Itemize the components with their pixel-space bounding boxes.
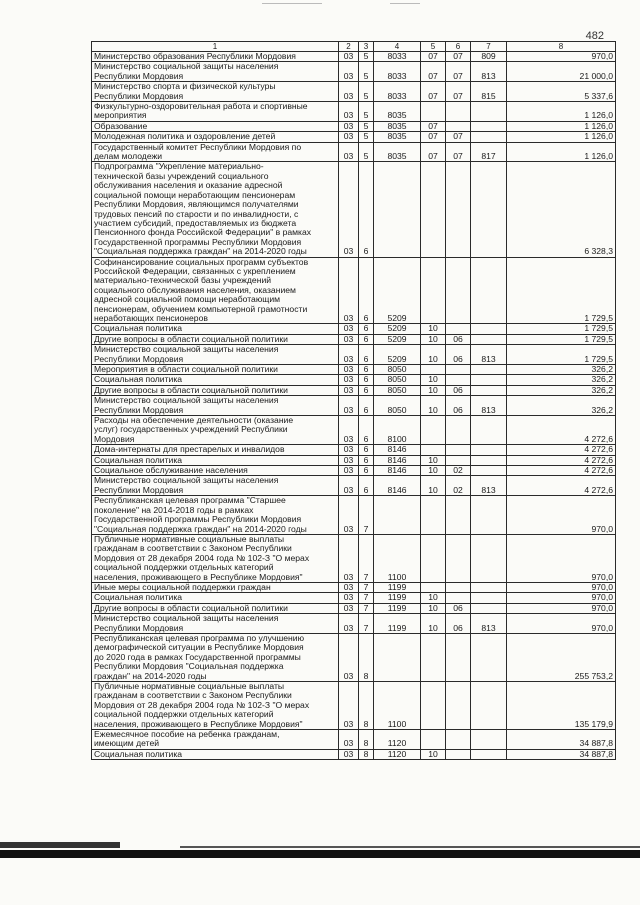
budget-code-5: 07 (421, 62, 446, 82)
amount: 970,0 (507, 593, 616, 603)
row-name: Мероприятия в области социальной политики (92, 365, 339, 375)
budget-code-4: 8050 (374, 396, 421, 416)
budget-code-6: 06 (446, 614, 471, 634)
budget-code-5: 07 (421, 52, 446, 62)
budget-code-4: 8050 (374, 385, 421, 395)
budget-code-3: 6 (359, 396, 374, 416)
table-row (92, 82, 616, 102)
row-name: Дома-интернаты для престарелых и инвалидов (92, 445, 339, 455)
budget-code-7 (471, 102, 507, 122)
table-row (92, 375, 616, 385)
budget-code-4 (374, 496, 421, 535)
budget-code-2: 03 (339, 730, 359, 750)
budget-code-5 (421, 496, 446, 535)
budget-code-7 (471, 582, 507, 592)
amount: 34 887,8 (507, 730, 616, 750)
budget-code-2: 03 (339, 614, 359, 634)
budget-code-5 (421, 534, 446, 582)
budget-code-2: 03 (339, 132, 359, 142)
budget-code-6 (446, 375, 471, 385)
budget-code-5: 10 (421, 603, 446, 613)
budget-code-2: 03 (339, 534, 359, 582)
budget-code-3: 6 (359, 375, 374, 385)
budget-code-2: 03 (339, 633, 359, 681)
budget-code-2: 03 (339, 142, 359, 162)
row-name: Министерство социальной защиты населения Республики Мордовия (92, 345, 339, 365)
amount: 970,0 (507, 534, 616, 582)
amount: 970,0 (507, 603, 616, 613)
budget-code-6: 06 (446, 385, 471, 395)
budget-code-7: 817 (471, 142, 507, 162)
row-name: Другие вопросы в области социальной политики (92, 334, 339, 344)
row-name: Министерство социальной защиты населения Республики Мордовия (92, 62, 339, 82)
header-cell: 6 (446, 42, 471, 52)
budget-code-4: 1199 (374, 593, 421, 603)
budget-code-3: 5 (359, 132, 374, 142)
budget-code-7 (471, 455, 507, 465)
budget-code-4: 1199 (374, 582, 421, 592)
header-cell: 3 (359, 42, 374, 52)
row-name: Иные меры социальной поддержки граждан (92, 582, 339, 592)
budget-code-4: 1120 (374, 749, 421, 759)
budget-code-5: 07 (421, 132, 446, 142)
table-row (92, 603, 616, 613)
scan-bottom-bar (0, 850, 640, 858)
budget-code-5 (421, 416, 446, 445)
table-row (92, 396, 616, 416)
budget-code-4: 8050 (374, 375, 421, 385)
budget-code-3: 6 (359, 466, 374, 476)
budget-code-5 (421, 257, 446, 324)
budget-code-6: 06 (446, 603, 471, 613)
budget-code-2: 03 (339, 396, 359, 416)
budget-code-2: 03 (339, 416, 359, 445)
budget-code-3: 7 (359, 593, 374, 603)
budget-code-3: 6 (359, 385, 374, 395)
budget-code-2: 03 (339, 445, 359, 455)
budget-code-6 (446, 257, 471, 324)
budget-code-6: 06 (446, 396, 471, 416)
row-name: Образование (92, 121, 339, 131)
table-row (92, 633, 616, 681)
budget-code-2: 03 (339, 466, 359, 476)
amount: 4 272,6 (507, 416, 616, 445)
budget-code-7 (471, 416, 507, 445)
budget-code-7 (471, 375, 507, 385)
amount: 970,0 (507, 614, 616, 634)
budget-code-5: 10 (421, 385, 446, 395)
budget-code-7 (471, 365, 507, 375)
budget-code-4: 8035 (374, 132, 421, 142)
budget-code-4: 1120 (374, 730, 421, 750)
budget-code-4: 8035 (374, 102, 421, 122)
amount: 1 729,5 (507, 334, 616, 344)
budget-code-2: 03 (339, 582, 359, 592)
budget-code-6 (446, 593, 471, 603)
table-row (92, 593, 616, 603)
table-row (92, 132, 616, 142)
row-name: Социальное обслуживание населения (92, 466, 339, 476)
table-row (92, 749, 616, 759)
row-name: Социальная политика (92, 375, 339, 385)
budget-code-4: 1100 (374, 682, 421, 730)
budget-code-3: 7 (359, 496, 374, 535)
budget-code-6 (446, 365, 471, 375)
budget-code-2: 03 (339, 455, 359, 465)
budget-table (91, 41, 616, 760)
row-name: Публичные нормативные социальные выплаты гражданам в соответствии с Законом Республики Мордовия от 28 декабря 2004 года № 102-З "О мерах социальной поддержки отдельных категорий населения, проживающего в Республике Мордовия" (92, 534, 339, 582)
budget-code-4 (374, 162, 421, 257)
budget-code-2: 03 (339, 82, 359, 102)
table-row (92, 162, 616, 257)
budget-code-2: 03 (339, 682, 359, 730)
budget-code-7: 809 (471, 52, 507, 62)
budget-code-7 (471, 334, 507, 344)
table-row (92, 334, 616, 344)
budget-code-5: 10 (421, 466, 446, 476)
budget-code-5 (421, 365, 446, 375)
budget-code-4: 8050 (374, 365, 421, 375)
budget-code-4: 8035 (374, 142, 421, 162)
budget-code-5: 07 (421, 142, 446, 162)
amount: 970,0 (507, 496, 616, 535)
row-name: Министерство социальной защиты населения Республики Мордовия (92, 614, 339, 634)
budget-code-5 (421, 582, 446, 592)
budget-code-2: 03 (339, 162, 359, 257)
budget-code-3: 7 (359, 614, 374, 634)
amount: 4 272,6 (507, 476, 616, 496)
budget-code-3: 8 (359, 682, 374, 730)
table-row (92, 365, 616, 375)
budget-code-3: 5 (359, 121, 374, 131)
budget-code-5 (421, 102, 446, 122)
amount: 1 729,5 (507, 345, 616, 365)
budget-code-2: 03 (339, 365, 359, 375)
budget-code-7 (471, 496, 507, 535)
row-name: Министерство образования Республики Мордовия (92, 52, 339, 62)
table-header-row (92, 42, 616, 52)
scan-edge-line (180, 846, 640, 848)
budget-code-3: 6 (359, 257, 374, 324)
budget-code-6: 07 (446, 82, 471, 102)
budget-code-7 (471, 132, 507, 142)
budget-code-6: 07 (446, 52, 471, 62)
budget-code-6 (446, 445, 471, 455)
scan-artifact (262, 3, 322, 4)
amount: 4 272,6 (507, 455, 616, 465)
budget-code-6 (446, 534, 471, 582)
budget-code-3: 8 (359, 730, 374, 750)
budget-code-7: 813 (471, 396, 507, 416)
budget-code-4: 1199 (374, 614, 421, 634)
header-cell: 2 (339, 42, 359, 52)
budget-code-3: 7 (359, 603, 374, 613)
budget-code-6 (446, 633, 471, 681)
budget-code-6 (446, 416, 471, 445)
budget-code-7 (471, 121, 507, 131)
budget-code-2: 03 (339, 324, 359, 334)
budget-code-3: 8 (359, 633, 374, 681)
budget-code-7 (471, 324, 507, 334)
budget-code-2: 03 (339, 52, 359, 62)
table-row (92, 324, 616, 334)
budget-code-6: 06 (446, 334, 471, 344)
budget-code-5: 10 (421, 334, 446, 344)
budget-code-7: 813 (471, 345, 507, 365)
amount: 326,2 (507, 375, 616, 385)
budget-code-6: 06 (446, 345, 471, 365)
table-row (92, 385, 616, 395)
budget-code-3: 6 (359, 455, 374, 465)
amount: 6 328,3 (507, 162, 616, 257)
budget-code-3: 6 (359, 476, 374, 496)
amount: 1 126,0 (507, 121, 616, 131)
header-cell: 5 (421, 42, 446, 52)
row-name: Расходы на обеспечение деятельности (оказание услуг) государственных учреждений Республики Мордовия (92, 416, 339, 445)
table-row (92, 682, 616, 730)
row-name: Публичные нормативные социальные выплаты гражданам в соответствии с Законом Республики Мордовия от 28 декабря 2004 года № 102-З "О мерах социальной поддержки отдельных категорий населения, проживающего в Республике Мордовия" (92, 682, 339, 730)
table-row (92, 52, 616, 62)
table-row (92, 455, 616, 465)
budget-code-3: 6 (359, 445, 374, 455)
amount: 255 753,2 (507, 633, 616, 681)
header-cell: 7 (471, 42, 507, 52)
table-row (92, 257, 616, 324)
amount: 21 000,0 (507, 62, 616, 82)
budget-code-2: 03 (339, 257, 359, 324)
budget-code-5: 07 (421, 82, 446, 102)
row-name: Социальная политика (92, 455, 339, 465)
budget-code-4: 5209 (374, 324, 421, 334)
budget-code-4: 1100 (374, 534, 421, 582)
budget-code-3: 5 (359, 102, 374, 122)
budget-code-3: 5 (359, 62, 374, 82)
budget-code-7 (471, 593, 507, 603)
budget-code-6 (446, 455, 471, 465)
budget-code-2: 03 (339, 496, 359, 535)
row-name: Молодежная политика и оздоровление детей (92, 132, 339, 142)
row-name: Республиканская целевая программа "Старшее поколение" на 2014-2018 годы в рамках Государственной программы Республики Мордовия "Социальная поддержка граждан" на 2014-2020 годы (92, 496, 339, 535)
row-name: Министерство социальной защиты населения Республики Мордовия (92, 476, 339, 496)
amount: 1 729,5 (507, 257, 616, 324)
budget-code-7 (471, 682, 507, 730)
amount: 970,0 (507, 52, 616, 62)
header-cell: 8 (507, 42, 616, 52)
budget-code-6 (446, 121, 471, 131)
amount: 326,2 (507, 365, 616, 375)
row-name: Другие вопросы в области социальной политики (92, 603, 339, 613)
row-name: Министерство социальной защиты населения Республики Мордовия (92, 396, 339, 416)
budget-code-5 (421, 682, 446, 730)
budget-code-6: 02 (446, 476, 471, 496)
budget-code-7 (471, 466, 507, 476)
budget-code-2: 03 (339, 476, 359, 496)
page-number: 482 (585, 30, 604, 42)
budget-code-4: 8033 (374, 62, 421, 82)
amount: 970,0 (507, 582, 616, 592)
budget-code-5: 10 (421, 324, 446, 334)
budget-code-2: 03 (339, 385, 359, 395)
budget-code-3: 5 (359, 52, 374, 62)
amount: 326,2 (507, 385, 616, 395)
table-row (92, 476, 616, 496)
budget-code-4: 8146 (374, 466, 421, 476)
amount: 1 729,5 (507, 324, 616, 334)
table-row (92, 614, 616, 634)
budget-code-3: 7 (359, 582, 374, 592)
budget-code-6: 07 (446, 62, 471, 82)
budget-code-3: 7 (359, 534, 374, 582)
budget-code-2: 03 (339, 345, 359, 365)
amount: 34 887,8 (507, 749, 616, 759)
header-cell: 4 (374, 42, 421, 52)
budget-code-5 (421, 445, 446, 455)
budget-code-6: 02 (446, 466, 471, 476)
header-cell: 1 (92, 42, 339, 52)
row-name: Социальная политика (92, 749, 339, 759)
table-row (92, 416, 616, 445)
table-row (92, 142, 616, 162)
amount: 1 126,0 (507, 102, 616, 122)
budget-code-3: 6 (359, 416, 374, 445)
table-row (92, 445, 616, 455)
budget-code-7 (471, 749, 507, 759)
budget-code-7: 815 (471, 82, 507, 102)
budget-code-6 (446, 682, 471, 730)
budget-code-6: 07 (446, 142, 471, 162)
scan-edge-mark (0, 842, 120, 848)
budget-code-7 (471, 445, 507, 455)
budget-code-2: 03 (339, 749, 359, 759)
budget-code-5: 10 (421, 749, 446, 759)
budget-code-7: 813 (471, 62, 507, 82)
amount: 135 179,9 (507, 682, 616, 730)
budget-code-7: 813 (471, 476, 507, 496)
budget-code-5: 07 (421, 121, 446, 131)
budget-code-6 (446, 582, 471, 592)
amount: 4 272,6 (507, 445, 616, 455)
row-name: Ежемесячное пособие на ребенка гражданам, имеющим детей (92, 730, 339, 750)
budget-code-7 (471, 603, 507, 613)
scan-artifact (390, 3, 420, 4)
table-row (92, 121, 616, 131)
budget-code-2: 03 (339, 121, 359, 131)
budget-code-5: 10 (421, 614, 446, 634)
table-row (92, 345, 616, 365)
row-name: Софинансирование социальных программ субъектов Российской Федерации, связанных с укреплением материально-технической базы учреждений социального обслуживания населения, оказанием адресной социальной помощи неработающим пенсионерам, обучением компьютерной грамотности неработающих пенсионеров (92, 257, 339, 324)
budget-code-2: 03 (339, 102, 359, 122)
budget-code-5 (421, 162, 446, 257)
budget-code-4: 5209 (374, 257, 421, 324)
budget-code-6: 07 (446, 132, 471, 142)
table-row (92, 62, 616, 82)
budget-code-2: 03 (339, 62, 359, 82)
table-row (92, 102, 616, 122)
budget-code-3: 6 (359, 345, 374, 365)
budget-code-4: 5209 (374, 334, 421, 344)
budget-code-5: 10 (421, 396, 446, 416)
budget-code-4: 1199 (374, 603, 421, 613)
budget-code-4: 8146 (374, 455, 421, 465)
budget-code-7: 813 (471, 614, 507, 634)
table-row (92, 534, 616, 582)
budget-code-2: 03 (339, 603, 359, 613)
table-row (92, 582, 616, 592)
budget-code-4: 8146 (374, 476, 421, 496)
budget-code-5: 10 (421, 476, 446, 496)
budget-code-5 (421, 633, 446, 681)
budget-code-3: 6 (359, 324, 374, 334)
row-name: Другие вопросы в области социальной политики (92, 385, 339, 395)
amount: 4 272,6 (507, 466, 616, 476)
table-body (92, 52, 616, 760)
budget-code-7 (471, 730, 507, 750)
table-row (92, 730, 616, 750)
budget-code-2: 03 (339, 593, 359, 603)
budget-code-4: 8146 (374, 445, 421, 455)
budget-code-3: 8 (359, 749, 374, 759)
row-name: Подпрограмма "Укрепление материально- технической базы учреждений социального обслуживания населения и оказание адресной социальной помощи неработающим пенсионерам Республики Мордовия, являющимся получателями трудовых пенсий по старости и по инвалидности, с участием субсидий, предоставляемых из бюджета Пенсионного фонда Российской Федерации" в рамках Государственной программы Республики Мордовия "Социальная поддержка граждан" на 2014-2020 годы (92, 162, 339, 257)
budget-code-6 (446, 749, 471, 759)
budget-code-7 (471, 633, 507, 681)
budget-code-4: 5209 (374, 345, 421, 365)
budget-code-5: 10 (421, 375, 446, 385)
budget-code-6 (446, 102, 471, 122)
amount: 326,2 (507, 396, 616, 416)
table-row (92, 466, 616, 476)
budget-code-2: 03 (339, 334, 359, 344)
amount: 1 126,0 (507, 132, 616, 142)
budget-code-6 (446, 730, 471, 750)
row-name: Министерство спорта и физической культуры Республики Мордовия (92, 82, 339, 102)
budget-code-3: 5 (359, 82, 374, 102)
budget-code-3: 6 (359, 365, 374, 375)
budget-code-6 (446, 162, 471, 257)
row-name: Государственный комитет Республики Мордовия по делам молодежи (92, 142, 339, 162)
budget-code-4: 8100 (374, 416, 421, 445)
table-row (92, 496, 616, 535)
budget-code-3: 6 (359, 334, 374, 344)
budget-code-2: 03 (339, 375, 359, 385)
budget-code-7 (471, 162, 507, 257)
row-name: Республиканская целевая программа по улучшению демографической ситуации в Республике Мордовия до 2020 года в рамках Государственной программы Республики Мордовия "Социальная поддержка граждан" на 2014-2020 годы (92, 633, 339, 681)
budget-code-5: 10 (421, 345, 446, 365)
budget-code-6 (446, 324, 471, 334)
budget-code-4: 8035 (374, 121, 421, 131)
budget-code-7 (471, 257, 507, 324)
budget-code-7 (471, 385, 507, 395)
amount: 5 337,6 (507, 82, 616, 102)
budget-code-4: 8033 (374, 52, 421, 62)
budget-code-5 (421, 730, 446, 750)
row-name: Социальная политика (92, 593, 339, 603)
budget-code-5: 10 (421, 455, 446, 465)
budget-code-3: 6 (359, 162, 374, 257)
row-name: Социальная политика (92, 324, 339, 334)
budget-code-4: 8033 (374, 82, 421, 102)
budget-code-6 (446, 496, 471, 535)
budget-code-3: 5 (359, 142, 374, 162)
budget-code-4 (374, 633, 421, 681)
amount: 1 126,0 (507, 142, 616, 162)
budget-code-7 (471, 534, 507, 582)
budget-code-5: 10 (421, 593, 446, 603)
row-name: Физкультурно-оздоровительная работа и спортивные мероприятия (92, 102, 339, 122)
